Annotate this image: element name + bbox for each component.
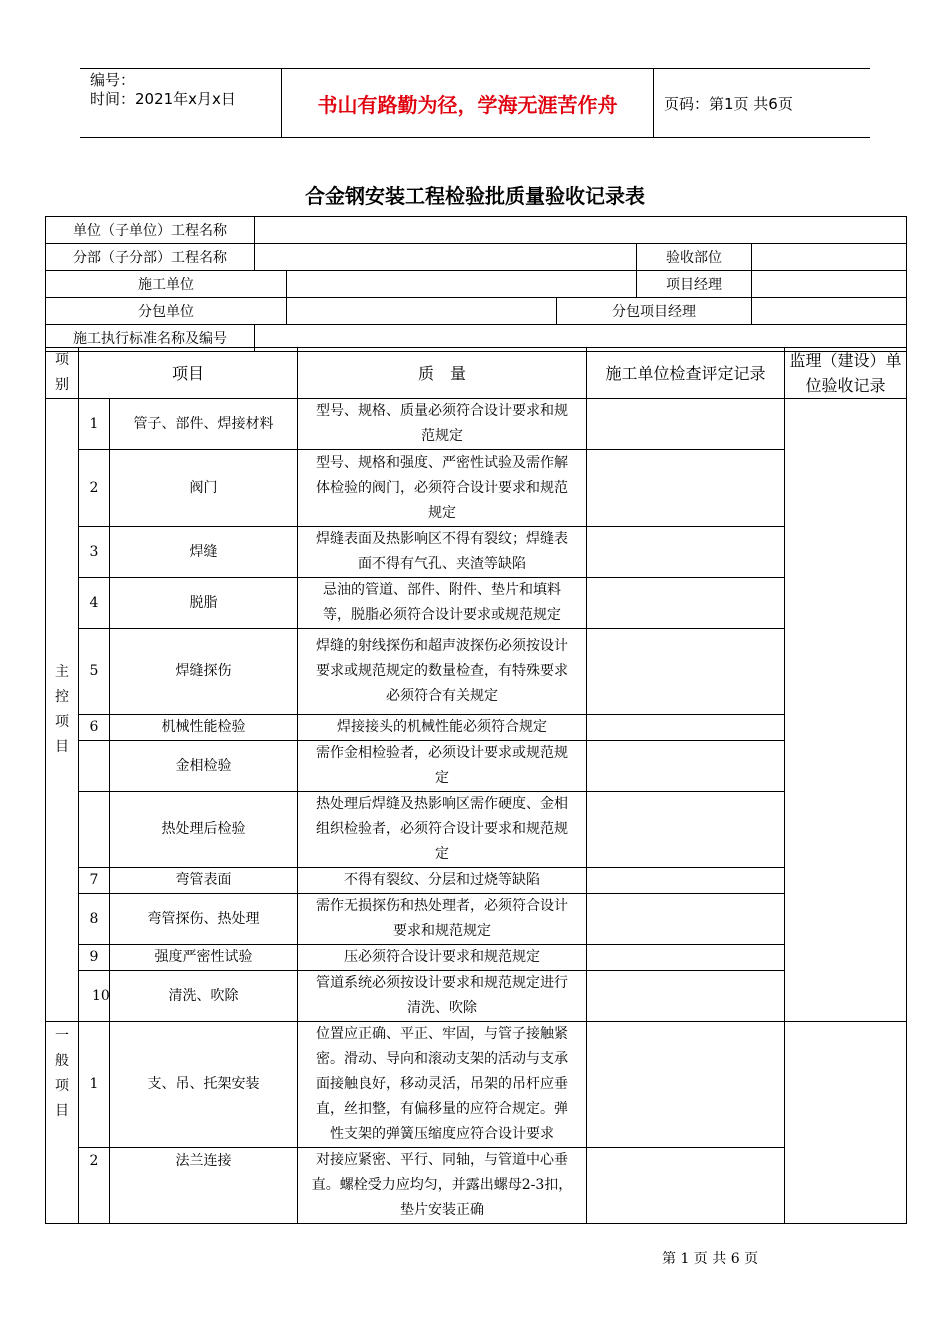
header-supervise: 监理（建设）单位验收记录: [785, 348, 907, 399]
row-number: 10: [79, 971, 110, 1022]
check-record-cell[interactable]: [587, 715, 785, 741]
check-record-cell[interactable]: [587, 945, 785, 971]
document-title: 合金钢安装工程检验批质量验收记录表: [305, 184, 645, 208]
check-record-cell[interactable]: [587, 741, 785, 792]
row-item: 管子、部件、焊接材料: [110, 399, 298, 450]
table-row: [46, 868, 907, 894]
unit-project-value[interactable]: [254, 217, 906, 243]
row-quality: 不得有裂纹、分层和过烧等缺陷: [298, 868, 587, 894]
row-number: 6: [79, 715, 110, 741]
subcontract-unit-label: 分包单位: [138, 304, 194, 320]
table-row: [46, 792, 907, 868]
check-record-cell[interactable]: [587, 1148, 785, 1224]
project-info-grid: [45, 216, 907, 352]
header-quality: 质 量: [298, 348, 587, 399]
row-item: 脱脂: [110, 578, 298, 629]
sub-project-label: 分部（子分部）工程名称: [73, 250, 227, 266]
check-record-cell[interactable]: [587, 629, 785, 715]
acceptance-part-value[interactable]: [751, 244, 906, 270]
row-quality: 对接应紧密、平行、同轴，与管道中心垂直。螺栓受力应均匀，并露出螺母2-3扣，垫片安装正确: [298, 1148, 587, 1224]
check-record-cell[interactable]: [587, 399, 785, 450]
row-item: 热处理后检验: [110, 792, 298, 868]
table-row: [46, 527, 907, 578]
row-number: 3: [79, 527, 110, 578]
table-row: [46, 894, 907, 945]
subcontract-manager-value[interactable]: [751, 298, 906, 324]
row-quality: 焊缝表面及热影响区不得有裂纹；焊缝表面不得有气孔、夹渣等缺陷: [298, 527, 587, 578]
check-record-cell[interactable]: [587, 792, 785, 868]
page-footer: 第 1 页 共 6 页: [662, 1251, 759, 1267]
header-item: 项目: [79, 348, 298, 399]
row-quality: 管道系统必须按设计要求和规范规定进行清洗、吹除: [298, 971, 587, 1022]
row-item: 金相检验: [110, 741, 298, 792]
project-manager-label: 项目经理: [636, 271, 751, 297]
construction-unit-label: 施工单位: [138, 277, 194, 293]
subcontract-unit-value[interactable]: [286, 298, 556, 324]
table-row: [46, 578, 907, 629]
row-item: 法兰连接: [110, 1148, 298, 1224]
row-number: 2: [79, 450, 110, 527]
check-record-cell[interactable]: [587, 868, 785, 894]
supervise-record-main[interactable]: [785, 399, 907, 1022]
check-record-cell[interactable]: [587, 971, 785, 1022]
table-header-row: [46, 348, 907, 399]
header-check: 施工单位检查评定记录: [587, 348, 785, 399]
row-quality: 压必须符合设计要求和规范规定: [298, 945, 587, 971]
table-row: [46, 629, 907, 715]
unit-project-label: 单位（子单位）工程名称: [73, 223, 227, 239]
table-row: [46, 1022, 907, 1148]
row-number: 1: [79, 399, 110, 450]
row-number: 9: [79, 945, 110, 971]
acceptance-part-label: 验收部位: [636, 244, 751, 270]
time-label: 时间：2021年x月x日: [90, 90, 236, 108]
motto: 书山有路勤为径，学海无涯苦作舟: [281, 69, 654, 137]
row-quality: 焊缝的射线探伤和超声波探伤必须按设计要求或规范规定的数量检查，有特殊要求必须符合有关规定: [298, 629, 587, 715]
supervise-record-general[interactable]: [785, 1022, 907, 1224]
check-record-cell[interactable]: [587, 578, 785, 629]
row-item: 支、吊、托架安装: [110, 1022, 298, 1148]
table-row: [46, 1148, 907, 1224]
row-item: 强度严密性试验: [110, 945, 298, 971]
inspection-table: [45, 347, 907, 1224]
row-number: [79, 792, 110, 868]
row-item: 阀门: [110, 450, 298, 527]
row-quality: 热处理后焊缝及热影响区需作硬度、金相组织检验者，必须符合设计要求和规范规定: [298, 792, 587, 868]
row-number: [79, 741, 110, 792]
table-row: [46, 399, 907, 450]
row-quality: 焊接接头的机械性能必须符合规定: [298, 715, 587, 741]
check-record-cell[interactable]: [587, 527, 785, 578]
check-record-cell[interactable]: [587, 1022, 785, 1148]
general-label: 一般项目: [46, 1022, 79, 1224]
row-quality: 需作金相检验者，必须设计要求或规范规定: [298, 741, 587, 792]
project-manager-value[interactable]: [751, 271, 906, 297]
standard-label: 施工执行标准名称及编号: [73, 331, 227, 347]
row-quality: 型号、规格、质量必须符合设计要求和规范规定: [298, 399, 587, 450]
sub-project-value[interactable]: [254, 244, 636, 270]
row-item: 焊缝探伤: [110, 629, 298, 715]
header-category: 项别: [46, 348, 79, 399]
row-item: 弯管探伤、热处理: [110, 894, 298, 945]
check-record-cell[interactable]: [587, 894, 785, 945]
row-quality: 型号、规格和强度、严密性试验及需作解体检验的阀门，必须符合设计要求和规范规定: [298, 450, 587, 527]
row-quality: 位置应正确、平正、牢固，与管子接触紧密。滑动、导向和滚动支架的活动与支承面接触良好，移动灵活，吊架的吊杆应垂直，丝扣整，有偏移量的应符合规定。弹性支架的弹簧压缩度应符合设计要求: [298, 1022, 587, 1148]
row-quality: 需作无损探伤和热处理者，必须符合设计要求和规范规定: [298, 894, 587, 945]
row-quality: 忌油的管道、部件、附件、垫片和填料等，脱脂必须符合设计要求或规范规定: [298, 578, 587, 629]
construction-unit-value[interactable]: [286, 271, 636, 297]
row-number: 2: [79, 1148, 110, 1224]
subcontract-manager-label: 分包项目经理: [556, 298, 751, 324]
row-item: 弯管表面: [110, 868, 298, 894]
row-item: 机械性能检验: [110, 715, 298, 741]
row-item: 清洗、吹除: [110, 971, 298, 1022]
table-row: [46, 971, 907, 1022]
table-row: [46, 715, 907, 741]
table-row: [46, 741, 907, 792]
check-record-cell[interactable]: [587, 450, 785, 527]
document-header: [80, 68, 870, 138]
row-number: 8: [79, 894, 110, 945]
table-row: [46, 450, 907, 527]
page-indicator: 页码：第1页 共6页: [664, 94, 793, 113]
row-item: 焊缝: [110, 527, 298, 578]
row-number: 1: [79, 1022, 110, 1148]
main-control-label: 主控项目: [46, 399, 79, 1022]
table-row: [46, 945, 907, 971]
row-number: 4: [79, 578, 110, 629]
row-number: 5: [79, 629, 110, 715]
header-meta: [80, 69, 290, 137]
number-label: 编号：: [90, 71, 136, 89]
row-number: 7: [79, 868, 110, 894]
